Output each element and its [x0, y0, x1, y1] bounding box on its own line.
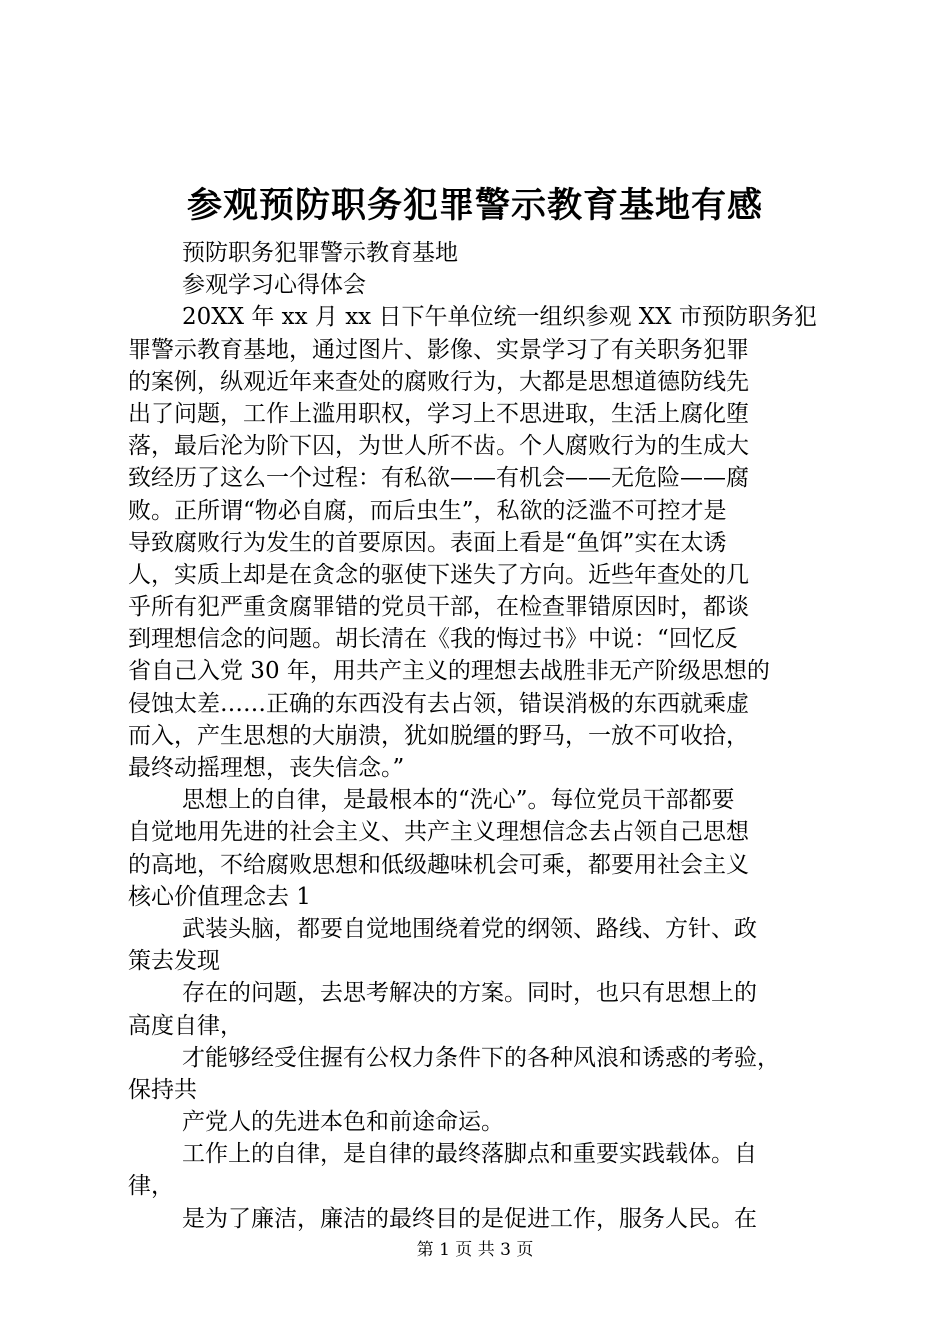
body-line: 致经历了这么一个过程：有私欲——有机会——无危险——腐 — [128, 465, 749, 492]
body-line: 败。正所谓“物必自腐，而后虫生”，私欲的泛滥不可控才是 — [128, 497, 727, 524]
body-line: 到理想信念的问题。胡长清在《我的悔过书》中说：“回忆反 — [128, 626, 738, 653]
body-line: 侵蚀太差……正确的东西没有去占领，错误消极的东西就乘虚 — [128, 690, 749, 717]
body-line: 罪警示教育基地，通过图片、影像、实景学习了有关职务犯罪 — [128, 336, 749, 363]
document-title: 参观预防职务犯罪警示教育基地有感 — [186, 185, 763, 226]
body-line: 核心价值理念去 1 — [128, 883, 311, 910]
body-line: 人，实质上却是在贪念的驱使下迷失了方向。近些年查处的几 — [128, 561, 749, 588]
body-line: 出了问题，工作上滥用职权，学习上不思进取，生活上腐化堕 — [128, 400, 749, 427]
body-line: 而入，产生思想的大崩溃，犹如脱缰的野马，一放不可收拾， — [128, 722, 749, 749]
body-line: 参观学习心得体会 — [182, 272, 366, 299]
document-body — [128, 237, 838, 1235]
body-line: 高度自律， — [128, 1012, 243, 1039]
body-line: 产党人的先进本色和前途命运。 — [182, 1109, 504, 1136]
body-line: 是为了廉洁，廉洁的最终目的是促进工作，服务人民。在 — [182, 1205, 757, 1232]
body-line: 最终动摇理想，丧失信念。” — [128, 755, 405, 781]
page-footer: 第 1 页 共 3 页 — [416, 1240, 534, 1260]
body-line: 策去发现 — [128, 948, 220, 975]
body-line: 乎所有犯严重贪腐罪错的党员干部，在检查罪错原因时，都谈 — [128, 594, 749, 621]
body-line: 的高地，不给腐败思想和低级趣味机会可乘，都要用社会主义 — [128, 851, 749, 878]
body-line: 才能够经受住握有公权力条件下的各种风浪和诱惑的考验， — [182, 1044, 780, 1071]
body-line: 落，最后沦为阶下囚，为世人所不齿。个人腐败行为的生成大 — [128, 433, 749, 460]
body-line: 存在的问题，去思考解决的方案。同时，也只有思想上的 — [182, 980, 757, 1007]
body-line: 工作上的自律，是自律的最终落脚点和重要实践载体。自 — [182, 1141, 757, 1168]
body-line: 思想上的自律，是最根本的“洗心”。每位党员干部都要 — [182, 787, 735, 814]
body-line: 自觉地用先进的社会主义、共产主义理想信念去占领自己思想 — [128, 819, 749, 846]
body-line: 导致腐败行为发生的首要原因。表面上看是“鱼饵”实在太诱 — [128, 529, 727, 556]
body-line: 律， — [128, 1173, 174, 1200]
body-line: 武装头脑，都要自觉地围绕着党的纲领、路线、方针、政 — [182, 915, 757, 942]
body-line: 预防职务犯罪警示教育基地 — [182, 240, 458, 266]
body-line: 省自己入党 30 年，用共产主义的理想去战胜非无产阶级思想的 — [128, 658, 770, 685]
body-line: 的案例，纵观近年来查处的腐败行为，大都是思想道德防线先 — [128, 368, 749, 395]
body-line: 保持共 — [128, 1076, 197, 1103]
body-line: 20XX 年 xx 月 xx 日下午单位统一组织参观 XX 市预防职务犯 — [182, 304, 817, 331]
